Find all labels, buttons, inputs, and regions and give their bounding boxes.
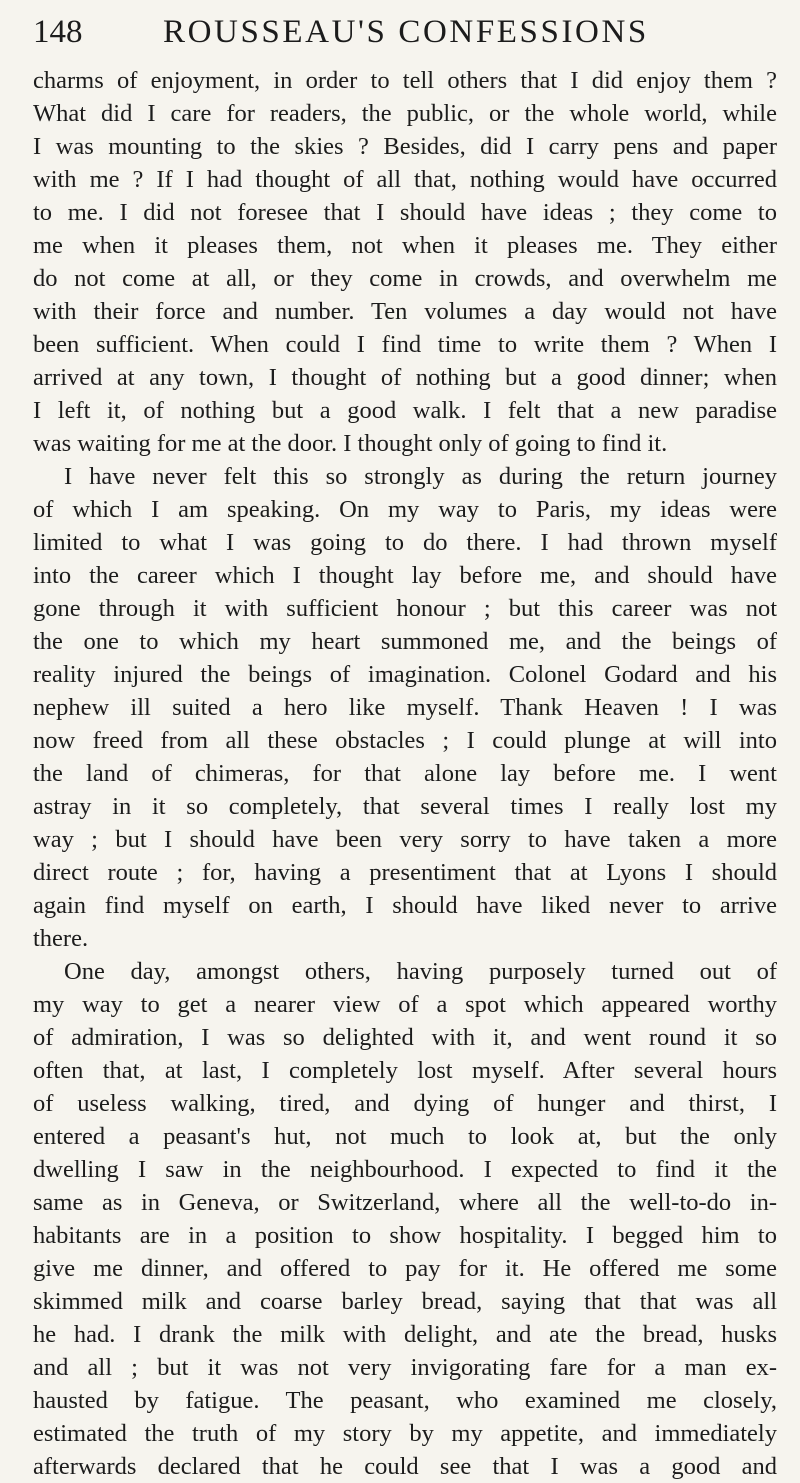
text-line: give me dinner, and offered to pay for it. He offered me some [33, 1255, 777, 1282]
text-line: of which I am speaking. On my way to Paris, my ideas were [33, 496, 777, 523]
text-line: the land of chimeras, for that alone lay before me. I went [33, 760, 777, 787]
text-line: there. [33, 925, 89, 952]
text-line: gone through it with sufficient honour ; but this career was not [33, 595, 777, 622]
text-line: direct route ; for, having a presentiment that at Lyons I should [33, 859, 777, 886]
text-line: with their force and number. Ten volumes a day would not have [33, 298, 777, 325]
text-line: skimmed milk and coarse barley bread, saying that that was all [33, 1288, 777, 1315]
running-head: ROUSSEAU'S CONFESSIONS [163, 14, 649, 50]
body-text [33, 64, 777, 1483]
text-line: I left it, of nothing but a good walk. I felt that a new paradise [33, 397, 777, 424]
text-line: been sufficient. When could I find time to write them ? When I [33, 331, 777, 358]
text-line: way ; but I should have been very sorry to have taken a more [33, 826, 777, 853]
text-line: charms of enjoyment, in order to tell others that I did enjoy them ? [33, 67, 777, 94]
text-line: I have never felt this so strongly as during the return journey [64, 463, 777, 490]
text-line: and all ; but it was not very invigorating fare for a man ex- [33, 1354, 777, 1381]
text-line: he had. I drank the milk with delight, and ate the bread, husks [33, 1321, 777, 1348]
text-line: to me. I did not foresee that I should have ideas ; they come to [33, 199, 777, 226]
text-line: into the career which I thought lay before me, and should have [33, 562, 777, 589]
text-line: the one to which my heart summoned me, and the beings of [33, 628, 777, 655]
text-line: of useless walking, tired, and dying of hunger and thirst, I [33, 1090, 777, 1117]
text-line: me when it pleases them, not when it pleases me. They either [33, 232, 777, 259]
text-line: was waiting for me at the door. I thought only of going to find it. [33, 430, 668, 457]
text-line: estimated the truth of my story by my appetite, and immediately [33, 1420, 777, 1447]
text-line: now freed from all these obstacles ; I could plunge at will into [33, 727, 777, 754]
text-line: I was mounting to the skies ? Besides, did I carry pens and paper [33, 133, 777, 160]
text-line: my way to get a nearer view of a spot which appeared worthy [33, 991, 777, 1018]
text-line: same as in Geneva, or Switzerland, where all the well-to-do in- [33, 1189, 777, 1216]
text-line: astray in it so completely, that several times I really lost my [33, 793, 777, 820]
text-line: limited to what I was going to do there. I had thrown myself [33, 529, 777, 556]
text-line: do not come at all, or they come in crowds, and overwhelm me [33, 265, 777, 292]
text-line: again find myself on earth, I should have liked never to arrive [33, 892, 777, 919]
text-line: afterwards declared that he could see that I was a good and [33, 1453, 777, 1480]
text-line: dwelling I saw in the neighbourhood. I expected to find it the [33, 1156, 777, 1183]
text-line: with me ? If I had thought of all that, nothing would have occurred [33, 166, 777, 193]
text-line: What did I care for readers, the public, or the whole world, while [33, 100, 777, 127]
text-line: One day, amongst others, having purposely turned out of [64, 958, 777, 985]
text-line: nephew ill suited a hero like myself. Thank Heaven ! I was [33, 694, 777, 721]
text-line: often that, at last, I completely lost myself. After several hours [33, 1057, 777, 1084]
text-line: entered a peasant's hut, not much to look at, but the only [33, 1123, 777, 1150]
text-line: reality injured the beings of imagination. Colonel Godard and his [33, 661, 777, 688]
text-line: of admiration, I was so delighted with it, and went round it so [33, 1024, 777, 1051]
text-line: habitants are in a position to show hospitality. I begged him to [33, 1222, 777, 1249]
text-line: arrived at any town, I thought of nothing but a good dinner; when [33, 364, 777, 391]
page-number: 148 [33, 14, 83, 50]
page-header [33, 14, 773, 64]
text-line: hausted by fatigue. The peasant, who examined me closely, [33, 1387, 777, 1414]
